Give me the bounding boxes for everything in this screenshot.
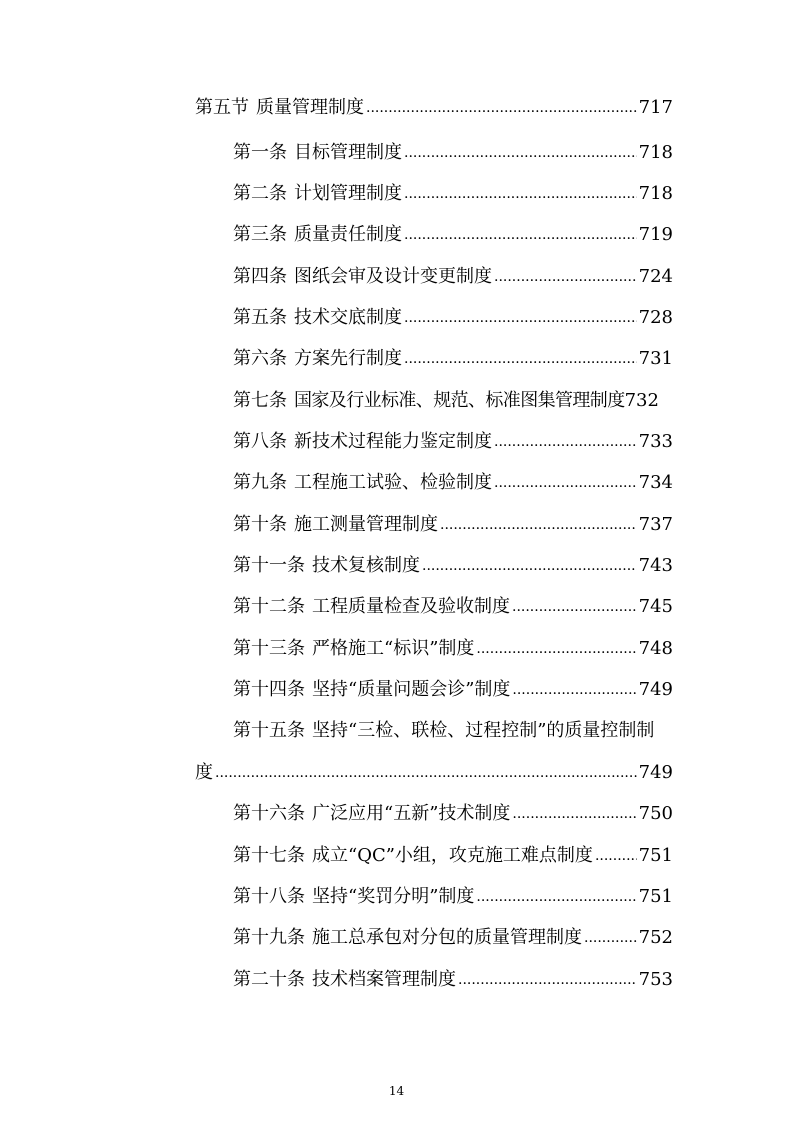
article-title: 工程施工试验、检验制度 [294,472,492,493]
dot-leader [366,97,637,119]
toc-entry[interactable] [233,390,673,412]
article-label: 第五条 [233,307,287,328]
dot-leader [584,927,637,949]
article-title: 施工测量管理制度 [294,514,438,535]
toc-entry[interactable] [233,514,673,537]
toc-entry[interactable] [233,183,673,206]
dot-leader [422,555,637,577]
page-number: 718 [638,183,673,204]
toc-entry[interactable] [233,555,673,578]
article-label: 第十五条 [233,720,305,741]
page-number: 732 [624,390,659,411]
page-number: 717 [638,97,673,118]
article-title: 广泛应用“五新”技术制度 [312,803,511,824]
article-label: 第二十条 [233,969,305,990]
toc-entry[interactable] [233,224,673,247]
dot-leader [494,472,637,494]
toc-entry[interactable] [233,886,673,909]
toc-entry[interactable] [233,431,673,454]
section-label: 第五节 [195,97,249,118]
page-number: 724 [638,266,673,287]
dot-leader [512,679,636,701]
toc-entry[interactable] [233,845,673,868]
footer-page-number: 14 [388,1084,405,1098]
dot-leader [512,803,636,825]
toc-entry-wrapped-first-line[interactable] [233,720,673,742]
page-number: 718 [638,142,673,163]
toc-entry[interactable] [233,638,673,661]
article-label: 第四条 [233,266,287,287]
page-number: 752 [638,927,673,948]
dot-leader [215,762,637,784]
article-label: 第十九条 [233,927,305,948]
dot-leader [404,183,637,205]
article-title: 质量责任制度 [294,224,402,245]
article-label: 第十八条 [233,886,305,907]
toc-entry[interactable] [233,969,673,992]
article-label: 第七条 [233,390,287,411]
article-label: 第十二条 [233,596,305,617]
toc-entry[interactable] [233,927,673,950]
page-number: 745 [638,596,673,617]
toc-entry[interactable] [233,142,673,165]
article-title-continuation: 度 [195,762,213,783]
page-number: 750 [638,803,673,824]
page-number: 751 [638,845,673,866]
toc-entry[interactable] [233,596,673,619]
dot-leader [440,514,637,536]
page-number: 749 [638,679,673,700]
article-label: 第十条 [233,514,287,535]
page-number: 719 [638,224,673,245]
article-label: 第十一条 [233,555,305,576]
article-label: 第十三条 [233,638,305,659]
article-title: 图纸会审及设计变更制度 [294,266,492,287]
page-number: 728 [638,307,673,328]
toc-entry-wrapped-second-line[interactable] [195,762,673,785]
article-title: 新技术过程能力鉴定制度 [294,431,492,452]
article-label: 第八条 [233,431,287,452]
article-title: 技术交底制度 [294,307,402,328]
article-title: 成立“QC”小组，攻克施工难点制度 [312,845,593,866]
dot-leader [494,431,637,453]
article-label: 第三条 [233,224,287,245]
article-label: 第一条 [233,142,287,163]
article-title: 技术复核制度 [312,555,420,576]
dot-leader [404,307,637,329]
dot-leader [476,886,636,908]
toc-entry[interactable] [233,472,673,495]
toc-entry[interactable] [233,803,673,826]
article-title: 工程质量检查及验收制度 [312,596,510,617]
article-label: 第二条 [233,183,287,204]
article-label: 第九条 [233,472,287,493]
page-number: 753 [638,969,673,990]
article-title: 严格施工“标识”制度 [312,638,475,659]
page-number: 733 [638,431,673,452]
dot-leader [404,142,637,164]
dot-leader [512,596,637,618]
toc-entry[interactable] [233,266,673,289]
article-title: 目标管理制度 [294,142,402,163]
page-number: 751 [638,886,673,907]
article-label: 第十四条 [233,679,305,700]
dot-leader [595,845,637,867]
article-title: 计划管理制度 [294,183,402,204]
article-title: 坚持“质量问题会诊”制度 [312,679,511,700]
article-title: 国家及行业标准、规范、标准图集管理制度 [294,390,625,411]
dot-leader [458,969,637,991]
article-title: 施工总承包对分包的质量管理制度 [312,927,582,948]
article-title: 坚持“奖罚分明”制度 [312,886,475,907]
page-number: 731 [638,348,673,369]
page-number: 748 [638,638,673,659]
article-title: 技术档案管理制度 [312,969,456,990]
page-number: 743 [638,555,673,576]
dot-leader [476,638,636,660]
page-number: 749 [638,762,673,783]
toc-section-line[interactable] [195,97,673,120]
article-label: 第十七条 [233,845,305,866]
section-title: 质量管理制度 [256,97,364,118]
dot-leader [494,266,637,288]
toc-entry[interactable] [233,307,673,330]
toc-entry[interactable] [233,348,673,371]
article-label: 第六条 [233,348,287,369]
page-number: 734 [638,472,673,493]
dot-leader [404,348,637,370]
article-title: 方案先行制度 [294,348,402,369]
page-number: 737 [638,514,673,535]
article-title: 坚持“三检、联检、过程控制”的质量控制制 [312,720,655,741]
article-label: 第十六条 [233,803,305,824]
dot-leader [404,224,637,246]
toc-entry[interactable] [233,679,673,702]
